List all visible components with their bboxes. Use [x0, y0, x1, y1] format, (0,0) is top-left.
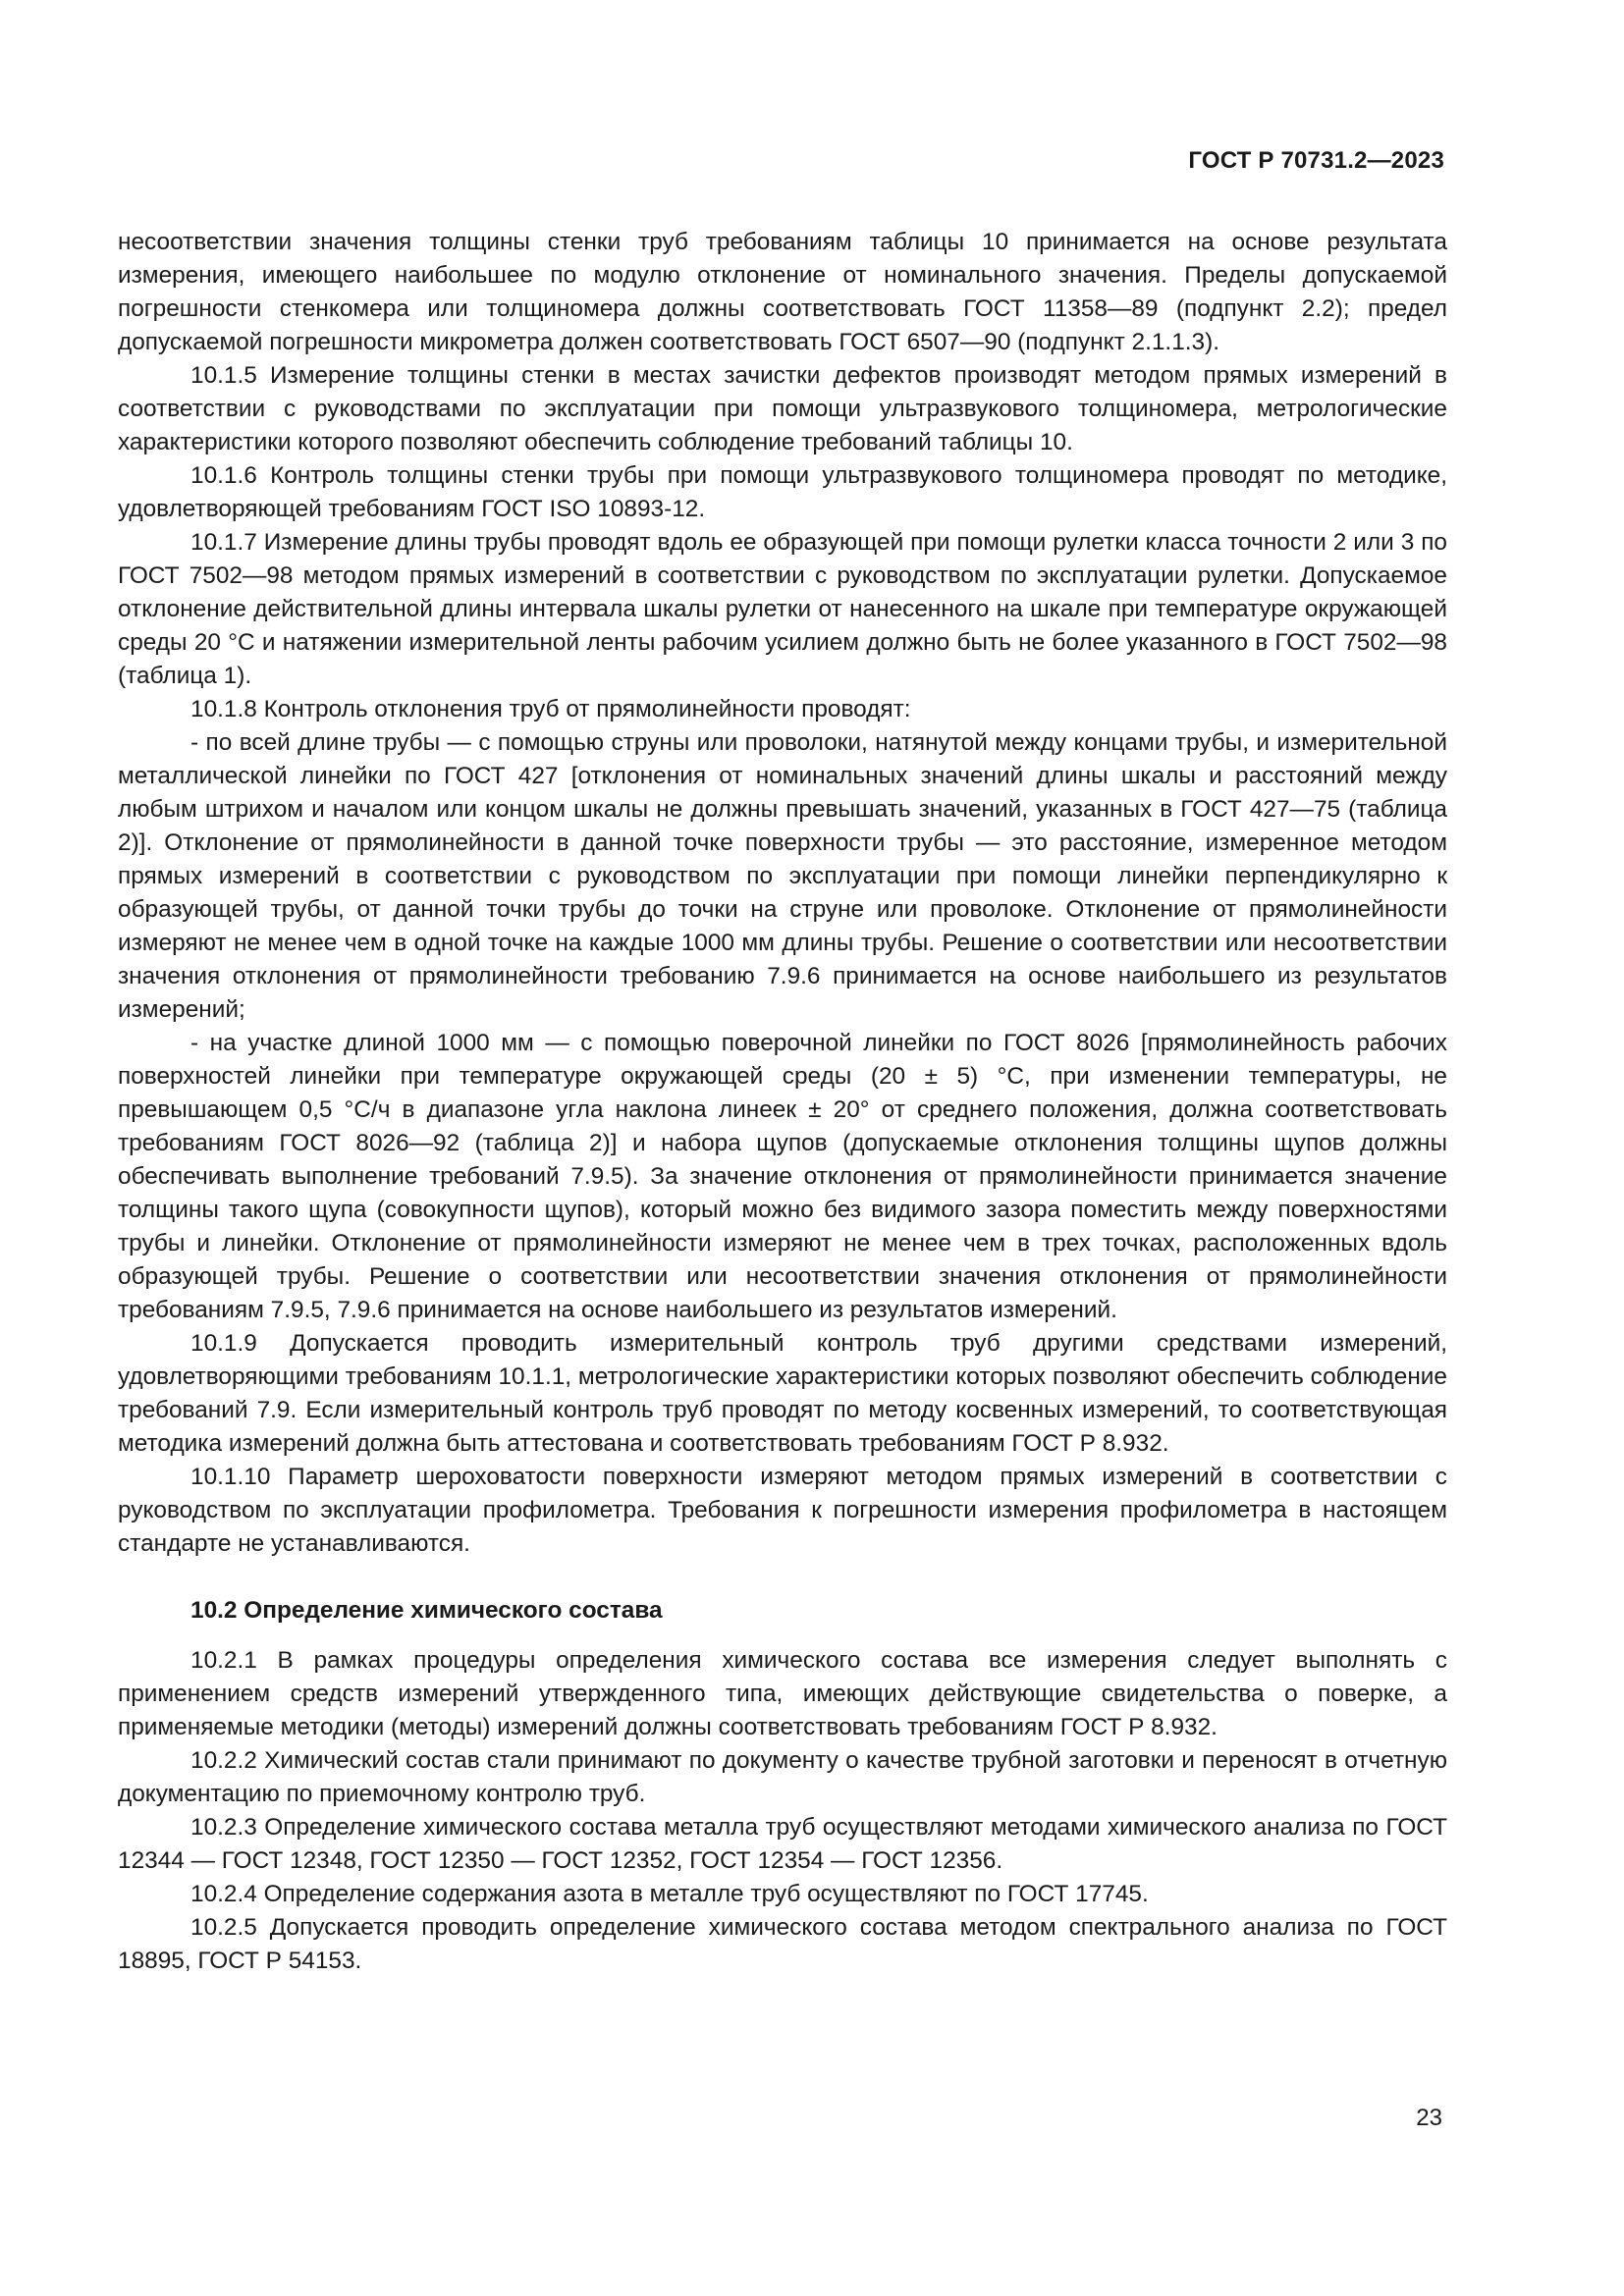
paragraph-10-1-5: 10.1.5 Измерение толщины стенки в местах зачистки дефектов производят методом прямых измерений в соответствии с руководствами по эксплуатации при помощи ультразвукового толщиномера, метрологические характеристики которого позволяют обеспечить соблюдение требований таблицы 10.: [118, 362, 1447, 455]
paragraph-10-2-5: 10.2.5 Допускается проводить определение химического состава методом спектрального анализа по ГОСТ 18895, ГОСТ Р 54153.: [118, 1914, 1447, 1974]
paragraph-10-1-9: 10.1.9 Допускается проводить измерительный контроль труб другими средствами измерений, удовлетворяющими требованиям 10.1.1, метрологические характеристики которых позволяют обеспечить соблюдение требований 7.9. Если измерительный контроль труб проводят по методу косвенных измерений, то соответствующая методика измерений должна быть аттестована и соответствовать требованиям ГОСТ Р 8.932.: [118, 1330, 1447, 1457]
paragraph-10-2-3: 10.2.3 Определение химического состава металла труб осуществляют методами химического анализа по ГОСТ 12344 — ГОСТ 12348, ГОСТ 12350 — ГОСТ 12352, ГОСТ 12354 — ГОСТ 12356.: [118, 1814, 1447, 1874]
paragraph-10-1-7: 10.1.7 Измерение длины трубы проводят вдоль ее образующей при помощи рулетки класса точности 2 или 3 по ГОСТ 7502—98 методом прямых измерений в соответствии с руководством по эксплуатации рулетки. Допускаемое отклонение действительной длины интервала шкалы рулетки от нанесенного на шкале при температуре окружающей среды 20 °С и натяжении измерительной ленты рабочим усилием должно быть не более указанного в ГОСТ 7502—98 (таблица 1).: [118, 529, 1447, 689]
page-number: 23: [1416, 2105, 1442, 2131]
list-item-1000mm-segment: - на участке длиной 1000 мм — с помощью поверочной линейки по ГОСТ 8026 [прямолинейность рабочих поверхностей линейки при температуре окружающей среды (20 ± 5) °С, при изменении температуры, не превышающем 0,5 °С/ч в диапазоне угла наклона линеек ± 20° от среднего положения, должна соответствовать требованиям ГОСТ 8026—92 (таблица 2)] и набора щупов (допускаемые отклонения толщины щупов должны обеспечивать выполнение требований 7.9.5). За значение отклонения от прямолинейности принимается значение толщины такого щупа (совокупности щупов), который можно без видимого зазора поместить между поверхностями трубы и линейки. Отклонение от прямолинейности измеряют не менее чем в трех точках, расположенных вдоль образующей трубы. Решение о соответствии или несоответствии значения отклонения от прямолинейности требованиям 7.9.5, 7.9.6 принимается на основе наибольшего из результатов измерений.: [118, 1030, 1447, 1323]
paragraph-10-2-2: 10.2.2 Химический состав стали принимают по документу о качестве трубной заготовки и переносят в отчетную документацию по приемочному контролю труб.: [118, 1747, 1447, 1807]
paragraph-10-2-1: 10.2.1 В рамках процедуры определения химического состава все измерения следует выполнять с применением средств измерений утвержденного типа, имеющих действующие свидетельства о поверке, а применяемые методики (методы) измерений должны соответствовать требованиям ГОСТ Р 8.932.: [118, 1647, 1447, 1740]
paragraph-10-1-10: 10.1.10 Параметр шероховатости поверхности измеряют методом прямых измерений в соответствии с руководством по эксплуатации профилометра. Требования к погрешности измерения профилометра в настоящем стандарте не устанавливаются.: [118, 1464, 1447, 1557]
paragraph-10-2-4: 10.2.4 Определение содержания азота в металле труб осуществляют по ГОСТ 17745.: [190, 1881, 1149, 1907]
paragraph-continuation: несоответствии значения толщины стенки труб требованиям таблицы 10 принимается на основе результата измерения, имеющего наибольшее по модулю отклонение от номинального значения. Пределы допускаемой погрешности стенкомера или толщиномера должны соответствовать ГОСТ 11358—89 (подпункт 2.2); предел допускаемой погрешности микрометра должен соответствовать ГОСТ 6507—90 (подпункт 2.1.1.3).: [118, 229, 1447, 355]
paragraph-10-1-8: 10.1.8 Контроль отклонения труб от прямолинейности проводят:: [190, 696, 911, 722]
document-code-header: ГОСТ Р 70731.2—2023: [1188, 147, 1444, 174]
section-heading: 10.2 Определение химического состава: [190, 1597, 663, 1624]
document-body: [118, 226, 1447, 1978]
paragraph-10-1-6: 10.1.6 Контроль толщины стенки трубы при помощи ультразвукового толщиномера проводят по методике, удовлетворяющей требованиям ГОСТ ISO 10893-12.: [118, 462, 1447, 522]
list-item-full-length: - по всей длине трубы — с помощью струны или проволоки, натянутой между концами трубы, и измерительной металлической линейки по ГОСТ 427 [отклонения от номинальных значений длины шкалы и расстояний между любым штрихом и началом или концом шкалы не должны превышать значений, указанных в ГОСТ 427—75 (таблица 2)]. Отклонение от прямолинейности в данной точке поверхности трубы — это расстояние, измеренное методом прямых измерений в соответствии с руководством по эксплуатации при помощи линейки перпендикулярно к образующей трубы, от данной точки трубы до точки на струне или проволоке. Отклонение от прямолинейности измеряют не менее чем в одной точке на каждые 1000 мм длины трубы. Решение о соответствии или несоответствии значения отклонения от прямолинейности требованию 7.9.6 принимается на основе наибольшего из результатов измерений;: [118, 729, 1447, 1023]
